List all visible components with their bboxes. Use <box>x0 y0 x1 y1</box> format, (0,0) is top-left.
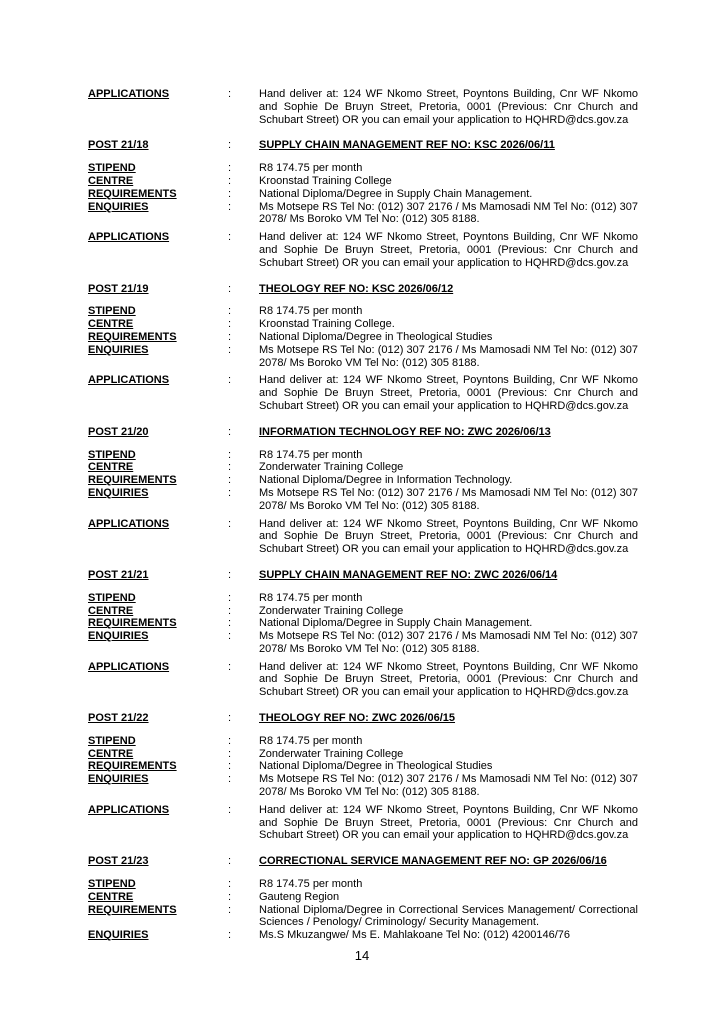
stipend-row <box>88 592 638 605</box>
requirements-value: National Diploma/Degree in Correctional Services Management/ Correctional Sciences / Penology/ Criminology/ Security Management. <box>259 903 638 929</box>
stipend-value: R8 174.75 per month <box>259 305 363 318</box>
document-body <box>88 88 638 942</box>
colon: : <box>228 486 232 499</box>
requirements-label: REQUIREMENTS <box>88 330 177 343</box>
colon: : <box>228 343 232 356</box>
colon: : <box>228 660 232 673</box>
post-title: SUPPLY CHAIN MANAGEMENT REF NO: ZWC 2026/06/14 <box>259 568 558 581</box>
colon: : <box>228 448 232 461</box>
enquiries-value: Ms Motsepe RS Tel No: (012) 307 2176 / Ms Mamosadi NM Tel No: (012) 307 2078/ Ms Boroko VM Tel No: (012) 305 8188. <box>259 486 638 512</box>
colon: : <box>228 282 232 295</box>
applications-value: Hand deliver at: 124 WF Nkomo Street, Poyntons Building, Cnr WF Nkomo and Sophie De Bruyn Street, Pretoria, 0001 (Previous: Cnr Church and Schubart Street) OR you can email your application to HQHRD@dcs.gov.za <box>259 660 638 699</box>
post-number: POST 21/18 <box>88 139 149 152</box>
post-title: SUPPLY CHAIN MANAGEMENT REF NO: KSC 2026/06/11 <box>259 139 555 152</box>
colon: : <box>228 803 232 816</box>
colon: : <box>228 425 232 438</box>
requirements-label: REQUIREMENTS <box>88 474 177 487</box>
applications-row <box>88 804 638 842</box>
post-heading-row <box>88 426 638 439</box>
applications-value: Hand deliver at: 124 WF Nkomo Street, Poyntons Building, Cnr WF Nkomo and Sophie De Bruyn Street, Pretoria, 0001 (Previous: Cnr Church and Schubart Street) OR you can email your application to HQHRD@dcs.gov.za <box>259 231 638 269</box>
colon: : <box>228 88 232 100</box>
applications-value: Hand deliver at: 124 WF Nkomo Street, Poyntons Building, Cnr WF Nkomo and Sophie De Bruyn Street, Pretoria, 0001 (Previous: Cnr Church and Schubart Street) OR you can email your application to HQHRD@dcs.gov.za <box>259 374 638 412</box>
enquiries-row <box>88 344 638 370</box>
centre-label: CENTRE <box>88 461 134 474</box>
enquiries-label: ENQUIRIES <box>88 200 149 213</box>
post-number: POST 21/19 <box>88 282 149 295</box>
stipend-label: STIPEND <box>88 878 136 891</box>
centre-value: Kroonstad Training College <box>259 174 392 187</box>
page-number: 14 <box>354 948 370 963</box>
post-number: POST 21/20 <box>88 425 149 438</box>
colon: : <box>228 139 232 152</box>
enquiries-value: Ms.S Mkuzangwe/ Ms E. Mahlakoane Tel No: (012) 4200146/76 <box>259 929 571 942</box>
post-title: THEOLOGY REF NO: KSC 2026/06/12 <box>259 282 454 295</box>
applications-value: Hand deliver at: 124 WF Nkomo Street, Poyntons Building, Cnr WF Nkomo and Sophie De Bruyn Street, Pretoria, 0001 (Previous: Cnr Church and Schubart Street) OR you can email your application to HQHRD@dcs.gov.za <box>259 88 638 126</box>
colon: : <box>228 630 232 643</box>
centre-row <box>88 461 638 474</box>
stipend-row <box>88 305 638 318</box>
applications-value: Hand deliver at: 124 WF Nkomo Street, Poyntons Building, Cnr WF Nkomo and Sophie De Bruyn Street, Pretoria, 0001 (Previous: Cnr Church and Schubart Street) OR you can email your application to HQHRD@dcs.gov.za <box>259 517 638 556</box>
enquiries-value: Ms Motsepe RS Tel No: (012) 307 2176 / Ms Mamosadi NM Tel No: (012) 307 2078/ Ms Boroko VM Tel No: (012) 305 8188. <box>259 200 638 226</box>
stipend-value: R8 174.75 per month <box>259 591 363 604</box>
centre-label: CENTRE <box>88 318 134 331</box>
requirements-row <box>88 474 638 487</box>
requirements-row <box>88 760 638 773</box>
requirements-row <box>88 617 638 630</box>
enquiries-label: ENQUIRIES <box>88 343 149 356</box>
colon: : <box>228 461 232 474</box>
applications-label: APPLICATIONS <box>88 517 170 530</box>
centre-value: Zonderwater Training College <box>259 747 404 760</box>
enquiries-label: ENQUIRIES <box>88 773 149 786</box>
centre-row <box>88 891 638 904</box>
colon: : <box>228 890 232 903</box>
centre-row <box>88 748 638 761</box>
stipend-row <box>88 735 638 748</box>
applications-label: APPLICATIONS <box>88 803 170 816</box>
colon: : <box>228 162 232 175</box>
post-heading-row <box>88 569 638 582</box>
applications-row <box>88 518 638 556</box>
colon: : <box>228 604 232 617</box>
colon: : <box>228 517 232 530</box>
colon: : <box>228 591 232 604</box>
requirements-label: REQUIREMENTS <box>88 760 177 773</box>
colon: : <box>228 474 232 487</box>
applications-row <box>88 661 638 699</box>
enquiries-row <box>88 773 638 799</box>
stipend-value: R8 174.75 per month <box>259 448 363 461</box>
stipend-row <box>88 878 638 891</box>
centre-value: Zonderwater Training College <box>259 604 404 617</box>
colon: : <box>228 305 232 318</box>
post-heading-row <box>88 855 638 868</box>
centre-label: CENTRE <box>88 174 134 187</box>
applications-row <box>88 88 638 126</box>
post-heading-row <box>88 139 638 152</box>
colon: : <box>228 231 232 244</box>
post-number: POST 21/22 <box>88 712 149 725</box>
centre-label: CENTRE <box>88 747 134 760</box>
stipend-label: STIPEND <box>88 162 136 175</box>
enquiries-label: ENQUIRIES <box>88 929 149 942</box>
centre-row <box>88 605 638 618</box>
post-number: POST 21/23 <box>88 855 149 868</box>
stipend-label: STIPEND <box>88 448 136 461</box>
centre-label: CENTRE <box>88 890 134 903</box>
requirements-row <box>88 188 638 201</box>
colon: : <box>228 330 232 343</box>
colon: : <box>228 374 232 387</box>
applications-row <box>88 374 638 412</box>
centre-value: Kroonstad Training College. <box>259 318 395 331</box>
centre-value: Gauteng Region <box>259 890 340 903</box>
applications-label: APPLICATIONS <box>88 231 170 244</box>
requirements-value: National Diploma/Degree in Information Technology. <box>259 474 513 487</box>
colon: : <box>228 617 232 630</box>
colon: : <box>228 568 232 581</box>
centre-label: CENTRE <box>88 604 134 617</box>
stipend-label: STIPEND <box>88 591 136 604</box>
post-title: INFORMATION TECHNOLOGY REF NO: ZWC 2026/06/13 <box>259 425 551 438</box>
colon: : <box>228 187 232 200</box>
colon: : <box>228 200 232 213</box>
colon: : <box>228 878 232 891</box>
requirements-label: REQUIREMENTS <box>88 187 177 200</box>
colon: : <box>228 760 232 773</box>
applications-row <box>88 231 638 269</box>
applications-label: APPLICATIONS <box>88 374 170 387</box>
post-heading-row <box>88 712 638 725</box>
applications-label: APPLICATIONS <box>88 660 170 673</box>
stipend-value: R8 174.75 per month <box>259 878 363 891</box>
enquiries-row <box>88 630 638 656</box>
colon: : <box>228 855 232 868</box>
colon: : <box>228 773 232 786</box>
colon: : <box>228 174 232 187</box>
requirements-label: REQUIREMENTS <box>88 903 177 916</box>
stipend-value: R8 174.75 per month <box>259 734 363 747</box>
stipend-label: STIPEND <box>88 734 136 747</box>
colon: : <box>228 712 232 725</box>
colon: : <box>228 903 232 916</box>
requirements-value: National Diploma/Degree in Supply Chain Management. <box>259 187 533 200</box>
centre-row <box>88 318 638 331</box>
enquiries-label: ENQUIRIES <box>88 630 149 643</box>
requirements-value: National Diploma/Degree in Supply Chain Management. <box>259 617 533 630</box>
colon: : <box>228 929 232 942</box>
stipend-label: STIPEND <box>88 305 136 318</box>
requirements-label: REQUIREMENTS <box>88 617 177 630</box>
colon: : <box>228 318 232 331</box>
requirements-value: National Diploma/Degree in Theological Studies <box>259 760 493 773</box>
applications-value: Hand deliver at: 124 WF Nkomo Street, Poyntons Building, Cnr WF Nkomo and Sophie De Bruyn Street, Pretoria, 0001 (Previous: Cnr Church and Schubart Street) OR you can email your application to HQHRD@dcs.gov.za <box>259 803 638 842</box>
requirements-row <box>88 904 638 930</box>
post-title: CORRECTIONAL SERVICE MANAGEMENT REF NO: GP 2026/06/16 <box>259 855 607 868</box>
stipend-value: R8 174.75 per month <box>259 162 363 175</box>
requirements-row <box>88 331 638 344</box>
stipend-row <box>88 449 638 462</box>
applications-label: APPLICATIONS <box>88 88 170 100</box>
enquiries-row <box>88 201 638 227</box>
enquiries-label: ENQUIRIES <box>88 486 149 499</box>
colon: : <box>228 734 232 747</box>
enquiries-row <box>88 487 638 513</box>
centre-value: Zonderwater Training College <box>259 461 404 474</box>
centre-row <box>88 175 638 188</box>
enquiries-value: Ms Motsepe RS Tel No: (012) 307 2176 / Ms Mamosadi NM Tel No: (012) 307 2078/ Ms Boroko VM Tel No: (012) 305 8188. <box>259 343 638 369</box>
colon: : <box>228 747 232 760</box>
enquiries-value: Ms Motsepe RS Tel No: (012) 307 2176 / Ms Mamosadi NM Tel No: (012) 307 2078/ Ms Boroko VM Tel No: (012) 305 8188. <box>259 773 638 799</box>
post-title: THEOLOGY REF NO: ZWC 2026/06/15 <box>259 712 456 725</box>
post-heading-row <box>88 283 638 296</box>
requirements-value: National Diploma/Degree in Theological Studies <box>259 330 493 343</box>
enquiries-row <box>88 929 638 942</box>
stipend-row <box>88 162 638 175</box>
post-number: POST 21/21 <box>88 568 149 581</box>
enquiries-value: Ms Motsepe RS Tel No: (012) 307 2176 / Ms Mamosadi NM Tel No: (012) 307 2078/ Ms Boroko VM Tel No: (012) 305 8188. <box>259 630 638 655</box>
